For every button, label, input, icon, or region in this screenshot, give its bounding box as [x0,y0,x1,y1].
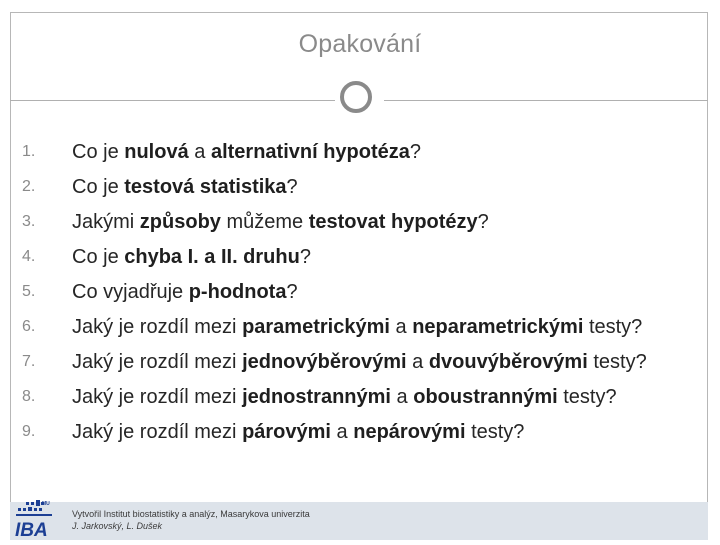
question-number: 4. [22,248,36,265]
question-fragment: a [188,141,211,163]
question-number: 9. [22,423,36,440]
question-text [72,207,489,237]
question-keyword: testová statistika [124,176,287,198]
question-fragment: ? [409,141,422,163]
question-keyword: jednostrannými [242,386,391,408]
question-fragment: testy? [587,351,647,373]
question-number: 1. [22,143,36,160]
footer-credit [72,508,310,532]
question-keyword: alternativní hypotéza [210,141,410,163]
question-fragment: můžeme [220,211,309,233]
question-text [72,312,642,342]
title-divider-left [10,100,335,101]
question-fragment: testy? [557,386,617,408]
logo-small-text: MU [42,501,50,507]
question-fragment: a [390,386,414,408]
question-fragment: a [389,316,413,338]
question-keyword: nepárovými [353,421,466,443]
iba-logo-icon [12,498,58,540]
question-number: 8. [22,388,36,405]
question-keyword: parametrickými [242,316,390,338]
question-number: 2. [22,178,36,195]
question-keyword: nulová [124,141,189,163]
question-text [72,242,311,272]
question-fragment: Jaký je rozdíl mezi [72,316,243,338]
question-text [72,417,524,447]
question-fragment: Co je [72,176,125,198]
question-fragment: Co je [72,246,125,268]
question-fragment: ? [299,246,311,268]
question-text [72,172,298,202]
question-fragment: ? [286,281,298,303]
logo-text: IBA [15,520,48,540]
question-text [72,137,421,167]
question-fragment: ? [286,176,298,198]
question-text [72,347,647,377]
question-keyword: p-hodnota [188,281,287,303]
question-keyword: způsoby [139,211,221,233]
question-number: 3. [22,213,36,230]
question-number: 6. [22,318,36,335]
question-fragment: Jaký je rozdíl mezi [72,351,243,373]
question-keyword: oboustrannými [413,386,558,408]
footer-authors: J. Jarkovský, L. Dušek [72,521,163,531]
question-keyword: párovými [242,421,331,443]
question-keyword: neparametrickými [412,316,584,338]
question-fragment: Jaký je rozdíl mezi [72,421,243,443]
slide-title: Opakování [298,30,422,58]
question-text [72,277,298,307]
question-keyword: dvouvýběrovými [428,351,588,373]
question-fragment: a [406,351,429,373]
title-divider-right [384,100,708,101]
question-fragment: testy? [465,421,525,443]
question-fragment: Jaký je rozdíl mezi [72,386,243,408]
question-keyword: testovat hypotézy [308,211,478,233]
question-fragment: testy? [583,316,643,338]
footer-credit-line: Vytvořil Institut biostatistiky a analýz, Masarykova univerzita [72,509,310,519]
question-keyword: jednovýběrovými [242,351,407,373]
question-keyword: chyba I. a II. druhu [124,246,300,268]
circle-ornament-icon [340,81,372,113]
question-fragment: Jakými [72,211,140,233]
question-fragment: Co vyjadřuje [72,281,189,303]
question-number: 7. [22,353,36,370]
question-text [72,382,617,412]
question-fragment: a [331,421,354,443]
question-fragment: ? [477,211,489,233]
question-number: 5. [22,283,36,300]
question-fragment: Co je [72,141,125,163]
